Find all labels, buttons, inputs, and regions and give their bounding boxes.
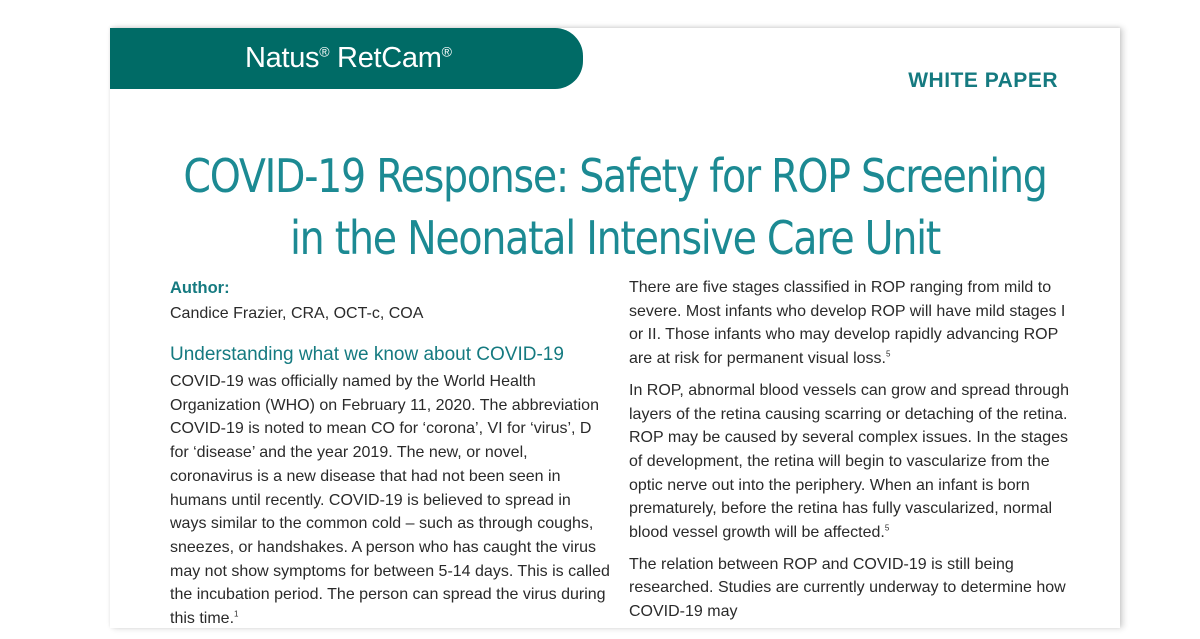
author-name: Candice Frazier, CRA, OCT-c, COA — [170, 305, 424, 322]
paragraph-text: In ROP, abnormal blood vessels can grow and spread through layers of the retina causing scarring or detaching of the retina. ROP may be caused by several complex issues. In the stages of development, the retina will begin to vascularize from the optic nerve out into the periphery. When an infant is born prematurely, before the retina has fully vascularized, normal blood vessel growth will be affected. — [629, 381, 1069, 542]
document-page — [110, 28, 1120, 628]
footnote-ref: 5 — [886, 349, 891, 359]
author-heading: Author: — [170, 279, 230, 297]
page-title — [181, 145, 1050, 269]
footnote-ref: 5 — [884, 523, 890, 533]
rop-cause-paragraph — [629, 379, 1074, 545]
paragraph-text: There are five stages classified in ROP ranging from mild to severe. Most infants who develop ROP will have mild stages I or II. Those infants who may develop rapidly advancing ROP are at risk for permanent visual loss. — [629, 279, 1066, 368]
registered-mark: ® — [319, 43, 330, 60]
paragraph-text: The relation between ROP and COVID-19 is still being researched. Studies are currently underway to determine how COVID-19 may — [629, 555, 1066, 621]
title-line-1: COVID-19 Response: Safety for ROP Screening — [183, 149, 1047, 203]
rop-covid-paragraph — [629, 553, 1074, 624]
title-line-2: in the Neonatal Intensive Care Unit — [289, 211, 941, 265]
rop-stages-paragraph — [629, 276, 1074, 371]
brand-name: Natus — [245, 42, 320, 74]
doc-type-label: WHITE PAPER — [908, 69, 1058, 92]
brand-logo — [245, 42, 452, 75]
registered-mark: ® — [441, 43, 452, 60]
paragraph-text: COVID-19 was officially named by the World Health Organization (WHO) on February 11, 2020. The abbreviation COVID-19 is noted to mean CO for ‘corona’, VI for ‘virus’, D for ‘disease’ and the year 2019. The new, or novel, coronavirus is a new disease that had not been seen in humans until recently. COVID-19 is believed to spread in ways similar to the common cold – such as through coughs, sneezes, or handshakes. A person who has caught the virus may not show symptoms for between 5-14 days. This is called the incubation period. The person can spread the virus during this time. — [170, 373, 610, 628]
left-column — [170, 275, 610, 639]
section-heading: Understanding what we know about COVID-19 — [170, 344, 564, 365]
footnote-ref: 1 — [234, 609, 239, 619]
brand-product: RetCam — [337, 42, 442, 74]
right-column — [629, 276, 1074, 632]
section-paragraph — [170, 370, 610, 631]
brand-banner — [110, 28, 583, 89]
